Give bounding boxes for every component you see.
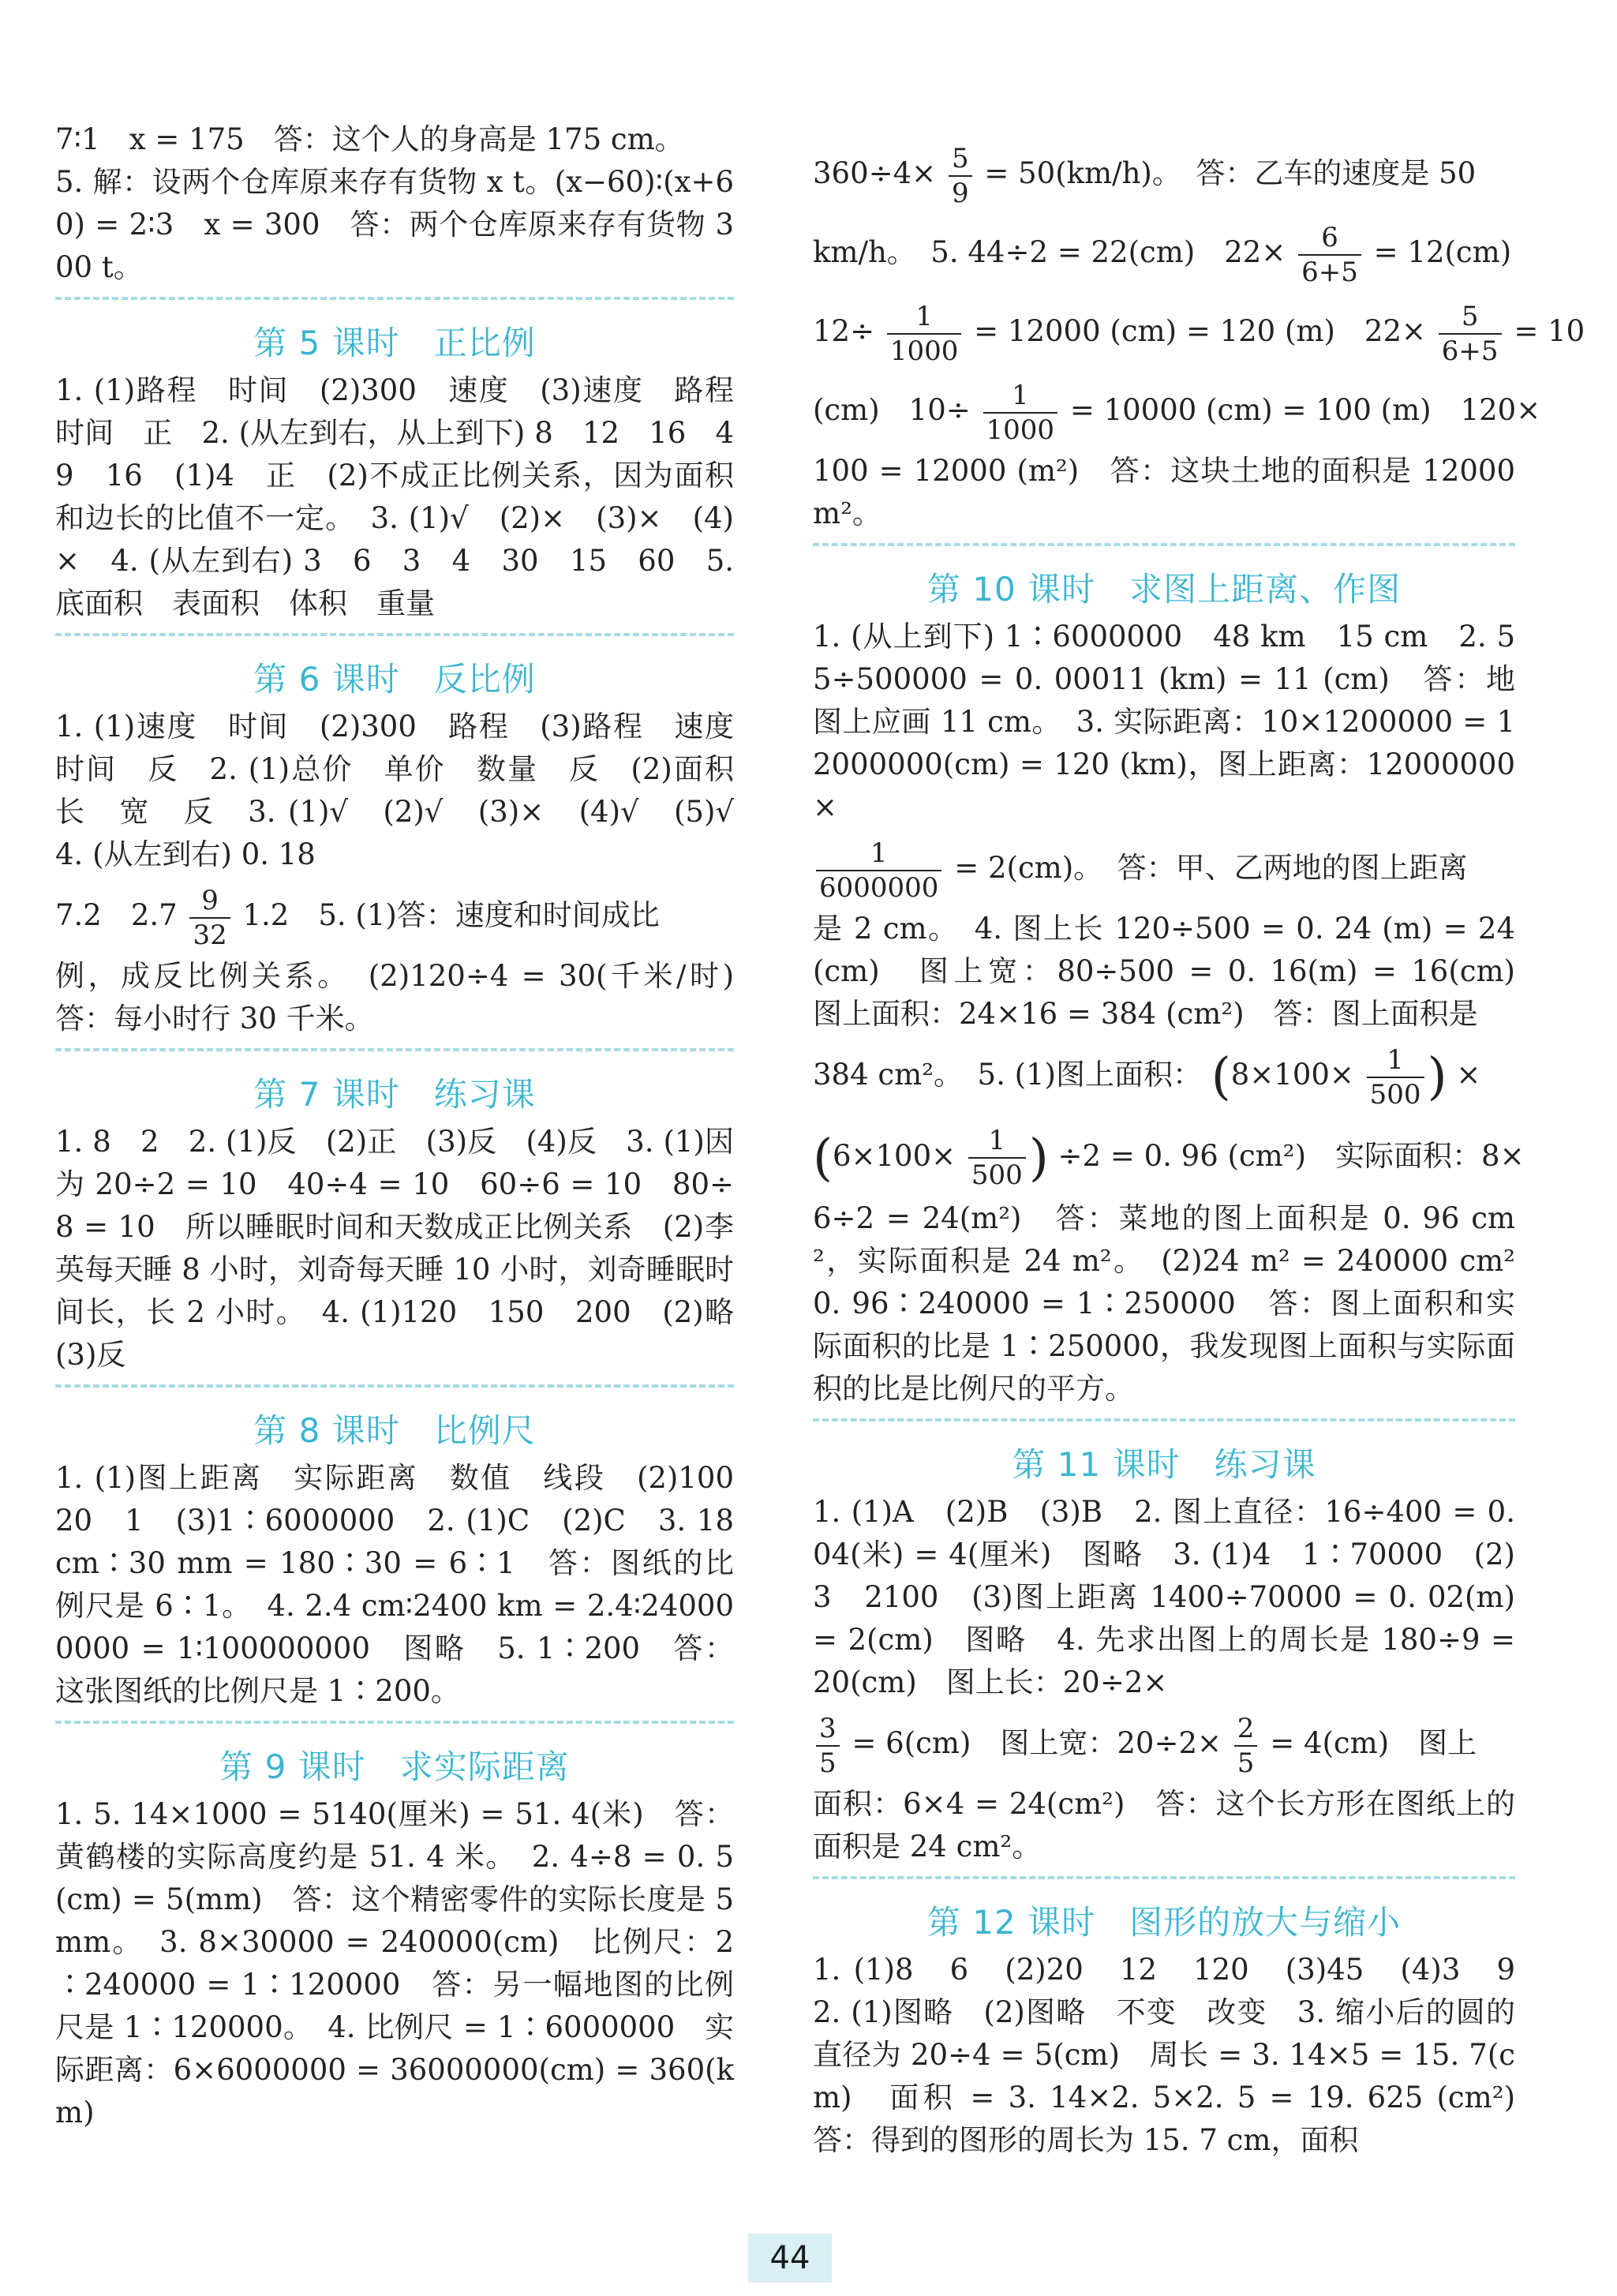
lesson-9-cont-line-1: [813, 134, 1515, 213]
fraction-numerator: 1: [968, 1127, 1026, 1159]
section-title-lesson-8: 第 8 课时 比例尺: [253, 1411, 536, 1450]
lesson-10-answers-a: 1. (从上到下) 1∶6000000 48 km 15 cm 2. 55÷500000 = 0. 00011 (km) = 11 (cm) 答：地图上应画 11 cm。 3. 实际距离：10×1200000 = 12000000(cm) = 120 (km)，图上距离：12000000×: [813, 620, 1515, 824]
lesson-11-answers-a: 1. (1)A (2)B (3)B 2. 图上直径：16÷400 = 0. 04(米) = 4(厘米) 图略 3. (1)4 1∶70000 (2)3 2100 (3)图上距离 1400÷70000 = 0. 02(m) = 2(cm) 图略 4. 先求出图上的周长是 180÷9 = 20(cm) 图上长：20÷2×: [813, 1495, 1515, 1699]
text-post: = 10000 (cm) = 100 (m) 120×: [1069, 393, 1541, 427]
fraction-numerator: 6: [1298, 224, 1361, 256]
fraction-numerator: 2: [1234, 1715, 1258, 1747]
lesson-5-answers: 1. (1)路程 时间 (2)300 速度 (3)速度 路程 时间 正 2. (从左到右，从上到下) 8 12 16 4 9 16 (1)4 正 (2)不成正比例关系，因为面积和边长的比值不一定。 3. (1)√ (2)× (3)× (4)× 4. (从左到右) 3 6 3 4 30 15 60 5. 底面积 表面积 体积 重量: [55, 373, 763, 620]
lesson-6-fraction-line: [55, 876, 734, 955]
left-paren: (: [813, 1129, 833, 1187]
fraction-numerator: 9: [189, 887, 230, 919]
text-pre: 384 cm²。 5. (1)图上面积：: [813, 1058, 1202, 1092]
section-title-lesson-5: 第 5 课时 正比例: [253, 324, 536, 362]
lesson-9-answers: 1. 5. 14×1000 = 5140(厘米) = 51. 4(米) 答：黄鹤楼的实际高度约是 51. 4 米。 2. 4÷8 = 0. 5 (cm) = 5(mm) 答：这个精密零件的实际长度是 5 mm。 3. 8×30000 = 240000(cm) 比例尺：2∶240000 = 1∶120000 答：另一幅地图的比例尺是 1∶120000。 4. 比例尺 = 1∶6000000 实际距离：6×6000000 = 36000000(cm) = 360(km): [55, 1797, 734, 2129]
lesson-6-answers-b: 例，成反比例关系。 (2)120÷4 = 30(千米/时) 答：每小时行 30 千米。: [55, 959, 763, 1036]
section-divider: [813, 1418, 1515, 1421]
lesson-8-answers: 1. (1)图上距离 实际距离 数值 线段 (2)100 20 1 (3)1∶6000000 2. (1)C (2)C 3. 18 cm∶30 mm = 180∶30 = 6∶1 答：图纸的比例尺是 6∶1。 4. 2.4 cm∶2400 km = 2.4∶240000000 = 1∶100000000 图略 5. 1∶200 答：这张图纸的比例尺是 1∶200。: [55, 1461, 763, 1708]
lesson-9-cont-line-3: [813, 292, 1585, 371]
lesson-10-area-line-1: [813, 1036, 1515, 1117]
lesson-9-cont-line-2: [813, 213, 1515, 292]
text-post: = 12(cm): [1373, 235, 1512, 269]
lesson-10-answers-b: 是 2 cm。 4. 图上长 120÷500 = 0. 24 (m) = 24 (cm) 图上宽：80÷500 = 0. 16(m) = 16(cm) 图上面积：24×16 = 384 (cm²) 答：图上面积是: [813, 912, 1544, 1031]
fraction: [189, 884, 230, 951]
intro-line-2: 5. 解：设两个仓库原来存有货物 x t。(x−60)∶(x+60) = 2∶3 x = 300 答：两个仓库原来存有货物 300 t。: [55, 165, 734, 284]
section-title-lesson-6: 第 6 课时 反比例: [253, 660, 536, 699]
fraction-numerator: 1: [1367, 1047, 1424, 1078]
fraction-numerator: 5: [949, 145, 972, 177]
lesson-12-answers: 1. (1)8 6 (2)20 12 120 (3)45 (4)3 9 2. (1)图略 (2)图略 不变 改变 3. 缩小后的圆的直径为 20÷4 = 5(cm) 周长 = 3. 14×5 = 15. 7(cm) 面积 = 3. 14×2. 5×2. 5 = 19. 625 (cm²) 答：得到的图形的周长为 15. 7 cm，面积: [813, 1953, 1544, 2157]
fraction: [887, 300, 962, 367]
fraction-numerator: 1: [816, 840, 941, 871]
text-pre: (cm) 10÷: [813, 393, 971, 427]
text-post: = 50(km/h)。 答：乙车的速度是 50: [984, 156, 1477, 190]
text-post: = 4(cm) 图上: [1270, 1726, 1477, 1760]
lesson-7-answers: 1. 8 2 2. (1)反 (2)正 (3)反 (4)反 3. (1)因为 20÷2 = 10 40÷4 = 10 60÷6 = 10 80÷8 = 10 所以睡眠时间和天数成正比例关系 (2)李英每天睡 8 小时，刘奇每天睡 10 小时，刘奇睡眠时间长，长 2 小时。 4. (1)120 150 200 (2)略 (3)反: [55, 1125, 763, 1372]
section-divider: [813, 1876, 1515, 1879]
right-paren: ): [1028, 1129, 1049, 1187]
section-title-lesson-9: 第 9 课时 求实际距离: [219, 1747, 570, 1786]
text-post: ÷2 = 0. 96 (cm²) 实际面积：8×: [1057, 1138, 1525, 1173]
lesson-10-answers-c: 6÷2 = 24(m²) 答：菜地的图上面积是 0. 96 cm²，实际面积是 24 m²。 (2)24 m² = 240000 cm² 0. 96∶240000 = 1∶250000 答：图上面积和实际面积的比是 1∶250000，我发现图上面积与实际面积的比是比例尺的平方。: [813, 1201, 1544, 1406]
fraction: [816, 1712, 840, 1779]
fraction-denominator: 6+5: [1441, 335, 1499, 367]
fraction-numerator: 1: [887, 303, 962, 335]
fraction-denominator: 500: [1369, 1078, 1421, 1111]
fraction: [1234, 1712, 1258, 1779]
left-paren: (: [1211, 1047, 1231, 1107]
fraction-line-post: 1.2 5. (1)答：速度和时间成比: [242, 898, 660, 932]
section-divider: [55, 1048, 734, 1051]
fraction-denominator: 1000: [889, 335, 959, 367]
fraction-denominator: 1000: [986, 414, 1055, 446]
right-column: [813, 134, 1585, 2162]
text-pre: km/h。 5. 44÷2 = 22(cm) 22×: [813, 235, 1286, 269]
lesson-9-cont-line-5: 100 = 12000 (m²) 答：这块土地的面积是 12000 m²。: [813, 454, 1515, 530]
fraction-numerator: 5: [1439, 303, 1502, 335]
fraction-numerator: 3: [816, 1715, 840, 1747]
lesson-11-answers-b: 面积：6×4 = 24(cm²) 答：这个长方形在图纸上的面积是 24 cm²。: [813, 1787, 1515, 1863]
fraction-denominator: 6000000: [819, 871, 939, 904]
fraction-denominator: 6+5: [1301, 256, 1358, 288]
text-pre: 12÷: [813, 314, 875, 348]
text-mid: = 12000 (cm) = 120 (m) 22×: [974, 314, 1427, 348]
left-column: [55, 118, 763, 2134]
right-paren: ): [1427, 1047, 1447, 1107]
intro-line-1: 7∶1 x = 175 答：这个人的身高是 175 cm。: [55, 122, 684, 156]
text-mid: = 6(cm) 图上宽：20÷2×: [852, 1726, 1222, 1760]
fraction-numerator: 1: [983, 382, 1058, 414]
fraction: [968, 1127, 1026, 1189]
lesson-11-fraction-line: [813, 1704, 1515, 1783]
section-divider: [55, 1721, 734, 1724]
section-divider: [813, 543, 1515, 546]
fraction-denominator: 9: [951, 177, 969, 209]
fraction: [816, 837, 941, 904]
fraction: [1439, 300, 1502, 367]
text-post: ×: [1456, 1058, 1481, 1092]
text-mid: 8×100×: [1230, 1058, 1354, 1092]
section-title-lesson-11: 第 11 课时 练习课: [1012, 1445, 1316, 1484]
fraction-line-pre: 7.2 2.7: [55, 898, 178, 932]
section-divider: [55, 297, 734, 300]
lesson-10-area-line-2: [813, 1117, 1525, 1198]
section-divider: [55, 633, 734, 636]
section-title-lesson-10: 第 10 课时 求图上距离、作图: [926, 570, 1402, 609]
fraction-denominator: 5: [819, 1747, 837, 1779]
section-divider: [55, 1384, 734, 1388]
lesson-6-answers-a: 1. (1)速度 时间 (2)300 路程 (3)路程 速度 时间 反 2. (1)总价 单价 数量 反 (2)面积 长 宽 反 3. (1)√ (2)√ (3)× (4)√ (5)√ 4. (从左到右) 0. 18: [55, 710, 763, 871]
text-post: = 10: [1514, 314, 1585, 348]
text-pre: 6×100×: [832, 1138, 956, 1173]
text-post: = 2(cm)。 答：甲、乙两地的图上距离: [954, 851, 1468, 885]
fraction: [949, 142, 972, 209]
fraction: [1298, 221, 1361, 288]
section-title-lesson-12: 第 12 课时 图形的放大与缩小: [926, 1903, 1402, 1942]
lesson-10-fraction-line: [813, 829, 1515, 908]
lesson-9-cont-line-4: [813, 371, 1541, 450]
fraction: [1367, 1043, 1424, 1111]
fraction-denominator: 500: [971, 1159, 1023, 1191]
fraction-denominator: 32: [193, 919, 227, 951]
fraction: [983, 379, 1058, 446]
fraction-denominator: 5: [1237, 1747, 1255, 1779]
text-pre: 360÷4×: [813, 156, 937, 190]
page-number: 44: [748, 2234, 832, 2283]
section-title-lesson-7: 第 7 课时 练习课: [253, 1075, 536, 1114]
